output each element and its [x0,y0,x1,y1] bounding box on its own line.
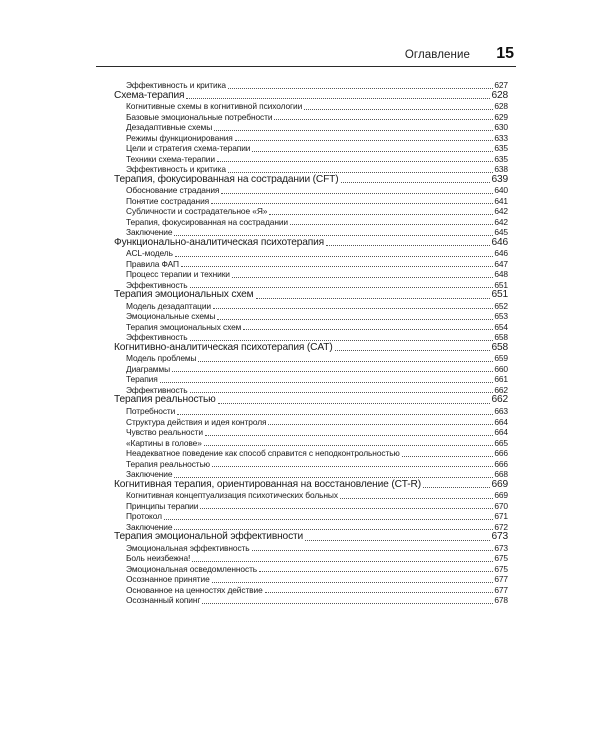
dot-leader [232,276,493,278]
toc-entry-page: 648 [494,269,508,280]
toc-entry-title: Осознанный копинг [126,595,201,606]
toc-entry-page: 642 [494,216,508,227]
toc-entry-title: Процесс терапии и техники [126,269,230,280]
toc-entry-page: 666 [494,458,508,469]
toc-entry-page: 646 [491,236,508,248]
toc-entry-page: 641 [494,195,508,206]
toc-entry-title: Эмоциональная осведомленность [126,563,258,574]
dot-leader [221,192,493,194]
dot-leader [204,444,494,446]
toc-section-entry [114,175,508,186]
dot-leader [198,360,493,362]
dot-leader [269,213,493,215]
dot-leader [164,518,493,520]
toc-entry-title: Боль неизбежна! [126,553,191,564]
header-title: Оглавление [404,49,470,61]
dot-leader [268,423,493,425]
toc-entry-title: Эффективность [126,279,188,290]
toc-entry-title: Заключение [126,521,173,532]
toc-entry-page: 663 [494,406,508,416]
toc-entry-page: 668 [494,469,508,480]
toc-entry-title: Эффективность и критика [126,164,226,175]
toc-entry-title: Структура действия и идея контроля [126,416,267,427]
toc-subsection-entry [126,438,508,449]
toc-entry-page: 669 [491,478,508,490]
toc-subsection-entry [126,448,508,459]
toc-entry-title: Функционально-аналитическая психотерапия [114,236,325,248]
toc-entry-title: Эффективность [126,384,188,395]
dot-leader [304,108,493,110]
toc-entry-page: 677 [494,574,508,585]
toc-section-entry [114,532,508,543]
toc-entry-title: Осознанное принятие [126,574,210,585]
toc-entry-page: 651 [494,279,508,290]
dot-leader [218,402,491,404]
toc-subsection-entry [126,269,508,280]
table-of-contents [114,80,508,606]
toc-entry-title: Заключение [126,469,173,480]
toc-entry-page: 669 [494,490,508,501]
toc-subsection-entry [126,490,508,501]
toc-entry-title: Терапия [126,374,158,385]
toc-entry-page: 675 [494,563,508,574]
toc-subsection-entry [126,364,508,375]
dot-leader [256,297,491,299]
toc-section-entry [114,91,508,102]
toc-entry-title: Основанное на ценностях действие [126,584,263,595]
toc-entry-page: 665 [494,437,508,448]
toc-entry-page: 652 [494,300,508,311]
toc-subsection-entry [126,101,508,112]
toc-entry-page: 642 [494,206,508,217]
toc-entry-title: Правила ФАП [126,258,179,269]
toc-section-entry [114,395,508,406]
toc-entry-page: 675 [494,553,508,564]
dot-leader [402,455,494,457]
dot-leader [340,497,493,499]
dot-leader [305,539,490,541]
dot-leader [190,391,494,393]
toc-entry-page: 651 [491,289,508,301]
toc-entry-title: Режимы функционирования [126,132,233,143]
toc-subsection-entry [126,585,508,596]
dot-leader [190,339,494,341]
toc-entry-page: 658 [494,332,508,343]
toc-subsection-entry [126,133,508,144]
dot-leader [177,413,493,415]
toc-entry-page: 672 [494,521,508,532]
toc-subsection-entry [126,248,508,259]
toc-entry-page: 659 [494,353,508,364]
dot-leader [228,171,493,173]
dot-leader [212,465,493,467]
toc-subsection-entry [126,185,508,196]
toc-subsection-entry [126,564,508,575]
toc-section-entry [114,238,508,249]
toc-entry-title: Базовые эмоциональные потребности [126,111,273,122]
dot-leader [274,118,493,120]
toc-entry-title: ACL-модель [126,248,173,259]
dot-leader [202,602,493,604]
toc-subsection-entry [126,595,508,606]
toc-entry-page: 671 [494,511,508,522]
toc-entry-page: 635 [494,153,508,164]
toc-entry-title: Дезадаптивные схемы [126,122,213,133]
dot-leader [174,528,493,530]
toc-subsection-entry [126,154,508,165]
toc-entry-title: Принципы терапии [126,500,199,511]
toc-entry-page: 646 [494,248,508,259]
toc-subsection-entry [126,543,508,554]
toc-entry-page: 660 [494,363,508,374]
dot-leader [172,370,493,372]
toc-entry-page: 677 [494,584,508,595]
toc-entry-title: Терапия, фокусированная на сострадании (CFT) [114,173,339,185]
toc-entry-title: Схема-терапия [114,89,185,101]
toc-subsection-entry [126,553,508,564]
toc-subsection-entry [126,122,508,133]
toc-entry-page: 630 [494,122,508,133]
dot-leader [341,181,491,183]
toc-entry-title: Эмоциональная эффективность [126,542,250,553]
toc-entry-title: Понятие сострадания [126,195,210,206]
toc-entry-title: Цели и стратегия схема-терапии [126,143,251,154]
dot-leader [211,202,493,204]
toc-entry-title: Обоснование страдания [126,185,220,196]
toc-subsection-entry [126,427,508,438]
dot-leader [243,328,493,330]
toc-subsection-entry [126,143,508,154]
toc-entry-title: Неадекватное поведение как способ справится с неподконтрольностью [126,448,400,459]
toc-entry-page: 670 [494,500,508,511]
dot-leader [423,486,490,488]
toc-entry-title: Терапия, фокусированная на сострадании [126,216,288,227]
toc-entry-page: 639 [491,173,508,185]
dot-leader [186,97,490,99]
toc-subsection-entry [126,80,508,91]
toc-entry-title: Терапия эмоциональной эффективности [114,531,304,543]
toc-entry-page: 645 [494,227,508,238]
toc-entry-title: Терапия реальностью [114,394,216,406]
toc-entry-page: 661 [494,374,508,385]
toc-entry-page: 640 [494,185,508,196]
dot-leader [181,265,493,267]
toc-subsection-entry [126,322,508,333]
dot-leader [205,434,493,436]
toc-subsection-entry [126,374,508,385]
toc-entry-page: 654 [494,321,508,332]
dot-leader [259,570,493,572]
toc-entry-page: 673 [491,531,508,543]
toc-entry-title: Модель проблемы [126,353,197,364]
toc-entry-page: 653 [494,311,508,322]
dot-leader [235,139,494,141]
dot-leader [290,223,493,225]
toc-entry-page: 664 [494,427,508,438]
dot-leader [265,591,494,593]
dot-leader [200,507,493,509]
toc-entry-title: Техники схема-терапии [126,153,215,164]
toc-subsection-entry [126,196,508,207]
toc-subsection-entry [126,501,508,512]
dot-leader [252,549,494,551]
toc-section-entry [114,480,508,491]
toc-subsection-entry [126,511,508,522]
dot-leader [212,581,494,583]
toc-entry-title: «Картины в голове» [126,437,202,448]
toc-subsection-entry [126,417,508,428]
toc-entry-page: 628 [491,89,508,101]
toc-entry-title: Когнитивно-аналитическая психотерапия (CAT) [114,341,333,353]
toc-section-entry [114,290,508,301]
toc-subsection-entry [126,459,508,470]
toc-entry-title: Терапия реальностью [126,458,210,469]
toc-entry-page: 629 [494,111,508,122]
toc-entry-title: Эффективность и критика [126,80,226,91]
dot-leader [160,381,494,383]
toc-entry-title: Чувство реальности [126,427,203,438]
toc-entry-page: 647 [494,258,508,269]
toc-entry-page: 658 [491,341,508,353]
toc-subsection-entry [126,406,508,417]
toc-entry-title: Заключение [126,227,173,238]
toc-subsection-entry [126,217,508,228]
toc-subsection-entry [126,112,508,123]
toc-subsection-entry [126,206,508,217]
dot-leader [192,560,493,562]
toc-entry-page: 635 [494,143,508,154]
dot-leader [228,87,493,89]
toc-entry-title: Терапия эмоциональных схем [126,321,242,332]
toc-entry-page: 638 [494,164,508,175]
dot-leader [174,234,493,236]
toc-entry-page: 662 [491,394,508,406]
toc-subsection-entry [126,353,508,364]
dot-leader [175,255,493,257]
toc-entry-title: Эмоциональные схемы [126,311,216,322]
toc-subsection-entry [126,311,508,322]
toc-subsection-entry [126,574,508,585]
toc-entry-title: Потребности [126,406,176,416]
dot-leader [326,244,490,246]
toc-entry-page: 633 [494,132,508,143]
toc-entry-page: 673 [494,542,508,553]
dot-leader [213,307,493,309]
dot-leader [190,286,494,288]
toc-entry-title: Протокол [126,511,162,522]
toc-entry-page: 678 [494,595,508,606]
toc-entry-title: Эффективность [126,332,188,343]
toc-entry-page: 627 [494,80,508,91]
toc-entry-title: Субличности и сострадательное «Я» [126,206,268,217]
toc-entry-page: 662 [494,384,508,395]
dot-leader [174,476,493,478]
dot-leader [214,129,493,131]
toc-entry-title: Когнитивная терапия, ориентированная на восстановление (CT-R) [114,478,421,490]
toc-entry-title: Модель дезадаптации [126,300,211,311]
toc-section-entry [114,343,508,354]
toc-entry-title: Диаграммы [126,363,171,374]
toc-entry-page: 666 [494,448,508,459]
toc-entry-title: Когнитивные схемы в когнитивной психологии [126,101,303,112]
dot-leader [217,318,493,320]
dot-leader [217,160,493,162]
toc-entry-title: Когнитивная концептуализация психотических больных [126,490,338,501]
toc-subsection-entry [126,301,508,312]
page-number: 15 [496,45,514,62]
dot-leader [335,349,491,351]
toc-entry-title: Терапия эмоциональных схем [114,289,254,301]
toc-entry-page: 664 [494,416,508,427]
toc-entry-page: 628 [494,101,508,112]
dot-leader [252,150,493,152]
running-header [96,44,516,67]
toc-subsection-entry [126,259,508,270]
